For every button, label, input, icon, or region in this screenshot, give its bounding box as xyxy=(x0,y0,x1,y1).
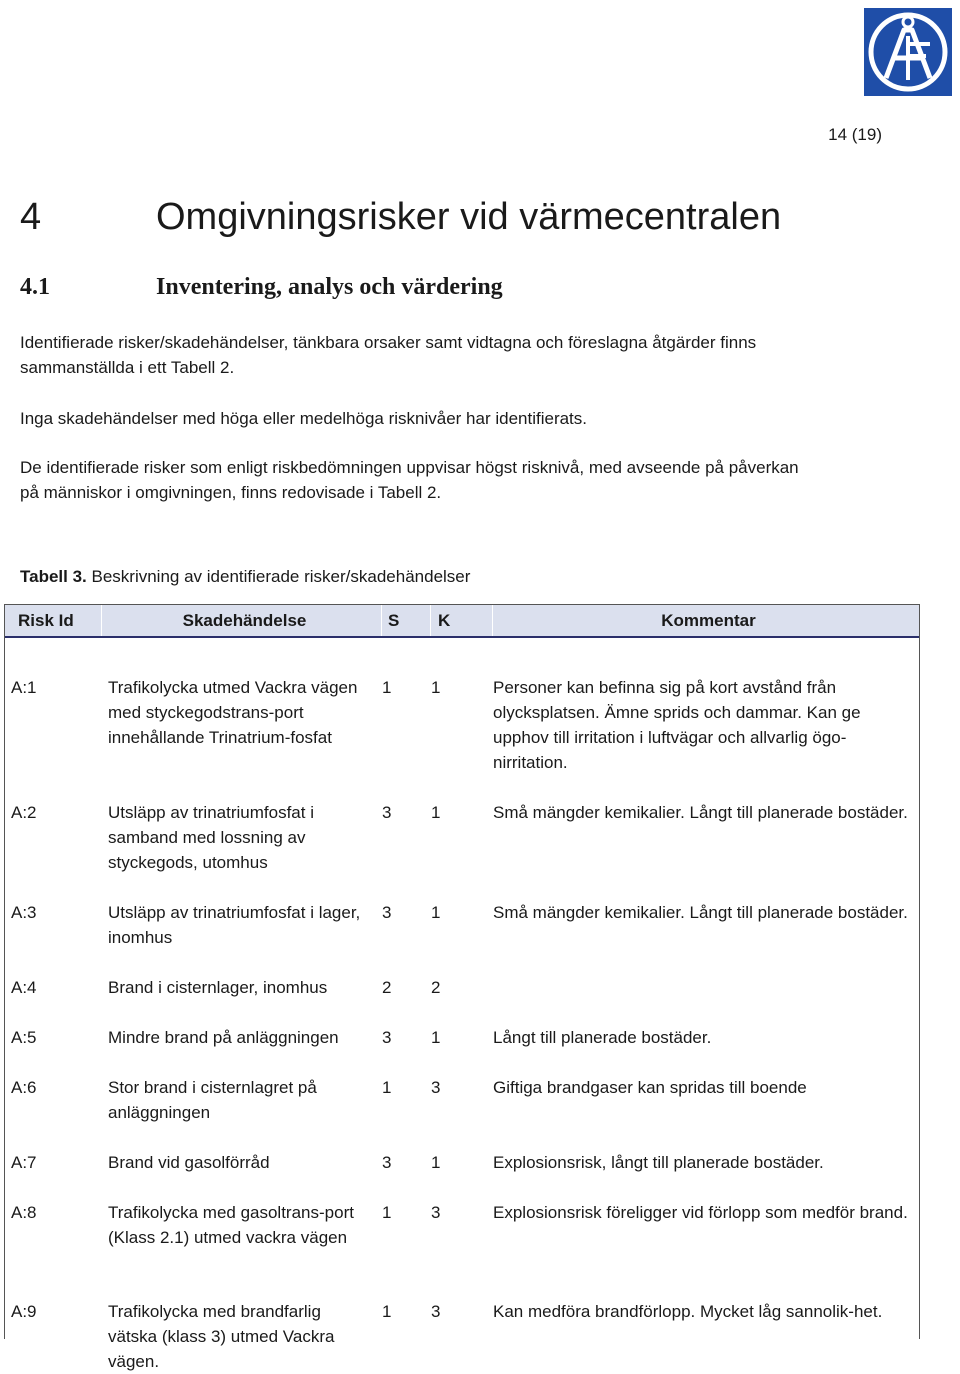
cell-risk-id: A:9 xyxy=(11,1302,37,1321)
cell-s: 3 xyxy=(382,903,392,922)
paragraph-1: Identifierade risker/skadehändelser, tänkbara orsaker samt vidtagna och föreslagna åtgärder finns sammanställda i ett Tabell 2. xyxy=(20,333,757,377)
cell-k: 1 xyxy=(431,803,441,822)
table-caption-label: Tabell 3. xyxy=(20,567,87,586)
cell-risk-id: A:5 xyxy=(11,1028,37,1047)
cell-event: Trafikolycka utmed Vackra vägen med styckegodstrans-port innehållande Trinatrium-fosfat xyxy=(108,678,358,747)
cell-comment: Kan medföra brandförlopp. Mycket låg sannolik-het. xyxy=(493,1302,883,1321)
cell-k: 3 xyxy=(431,1203,441,1222)
section-number: 4 xyxy=(20,196,42,238)
cell-comment: Giftiga brandgaser kan spridas till boende xyxy=(493,1078,807,1097)
company-logo xyxy=(864,8,952,96)
col-header-event: Skadehändelse xyxy=(102,605,382,636)
cell-s: 1 xyxy=(382,1078,392,1097)
section-heading xyxy=(20,196,940,239)
cell-k: 1 xyxy=(431,1153,441,1172)
cell-event: Utsläpp av trinatriumfosfat i lager, inomhus xyxy=(108,903,361,947)
table-caption-text: Beskrivning av identifierade risker/skadehändelser xyxy=(86,567,471,586)
cell-risk-id: A:7 xyxy=(11,1153,37,1172)
paragraph-3: De identifierade risker som enligt riskbedömningen uppvisar högst risknivå, med avseende på påverkan på människor i omgivningen, finns redovisade i Tabell 2. xyxy=(20,458,799,502)
cell-s: 3 xyxy=(382,803,392,822)
cell-risk-id: A:1 xyxy=(11,678,37,697)
table-row xyxy=(5,1150,918,1175)
col-header-comment: Kommentar xyxy=(661,610,756,630)
cell-s: 3 xyxy=(382,1028,392,1047)
table-row xyxy=(5,675,918,775)
table-row xyxy=(5,900,918,950)
cell-s: 1 xyxy=(382,678,392,697)
cell-comment: Små mängder kemikalier. Långt till planerade bostäder. xyxy=(493,903,908,922)
cell-s: 3 xyxy=(382,1153,392,1172)
col-header-k: K xyxy=(431,605,493,636)
cell-comment: Explosionsrisk föreligger vid förlopp som medför brand. xyxy=(493,1203,908,1222)
cell-k: 3 xyxy=(431,1078,441,1097)
page-number: 14 (19) xyxy=(828,125,882,144)
subsection-heading xyxy=(20,274,940,301)
cell-k: 1 xyxy=(431,1028,441,1047)
cell-k: 3 xyxy=(431,1302,441,1321)
table-row xyxy=(5,800,918,875)
col-header-s: S xyxy=(382,605,431,636)
table-row xyxy=(5,1299,918,1374)
cell-risk-id: A:4 xyxy=(11,978,37,997)
table-row xyxy=(5,1200,918,1250)
cell-risk-id: A:6 xyxy=(11,1078,37,1097)
cell-k: 2 xyxy=(431,978,441,997)
cell-risk-id: A:3 xyxy=(11,903,37,922)
cell-s: 1 xyxy=(382,1203,392,1222)
cell-risk-id: A:8 xyxy=(11,1203,37,1222)
cell-event: Trafikolycka med brandfarlig vätska (klass 3) utmed Vackra vägen. xyxy=(108,1302,335,1371)
col-header-risk-id: Risk Id xyxy=(5,605,102,636)
subsection-number: 4.1 xyxy=(20,274,50,300)
cell-k: 1 xyxy=(431,678,441,697)
risk-table xyxy=(4,604,920,1371)
cell-event: Mindre brand på anläggningen xyxy=(108,1028,339,1047)
table-caption xyxy=(20,567,470,587)
cell-event: Stor brand i cisternlagret på anläggningen xyxy=(108,1078,317,1122)
table-row xyxy=(5,1025,918,1050)
cell-event: Brand i cisternlager, inomhus xyxy=(108,978,328,997)
cell-s: 1 xyxy=(382,1302,392,1321)
cell-k: 1 xyxy=(431,903,441,922)
cell-event: Brand vid gasolförråd xyxy=(108,1153,270,1172)
cell-event: Trafikolycka med gasoltrans-port (Klass 2.1) utmed vackra vägen xyxy=(108,1203,354,1247)
table-row xyxy=(5,975,918,1000)
subsection-title: Inventering, analys och värdering xyxy=(156,274,503,300)
section-title: Omgivningsrisker vid värmecentralen xyxy=(156,196,782,238)
paragraph-2: Inga skadehändelser med höga eller medelhöga risknivåer har identifierats. xyxy=(20,409,588,428)
cell-comment xyxy=(493,975,918,1000)
cell-event: Utsläpp av trinatriumfosfat i samband med lossning av styckegods, utomhus xyxy=(108,803,314,872)
table-row xyxy=(5,1075,918,1125)
cell-comment: Explosionsrisk, långt till planerade bostäder. xyxy=(493,1153,824,1172)
cell-comment: Långt till planerade bostäder. xyxy=(493,1028,712,1047)
cell-comment: Små mängder kemikalier. Långt till planerade bostäder. xyxy=(493,803,908,822)
cell-risk-id: A:2 xyxy=(11,803,37,822)
table-header xyxy=(5,605,919,638)
cell-comment: Personer kan befinna sig på kort avstånd från olycksplatsen. Ämne sprids och dammar. Kan ge upphov till irritation i luftvägar och allvarlig ögo-nirritation. xyxy=(493,678,861,772)
cell-s: 2 xyxy=(382,978,392,997)
